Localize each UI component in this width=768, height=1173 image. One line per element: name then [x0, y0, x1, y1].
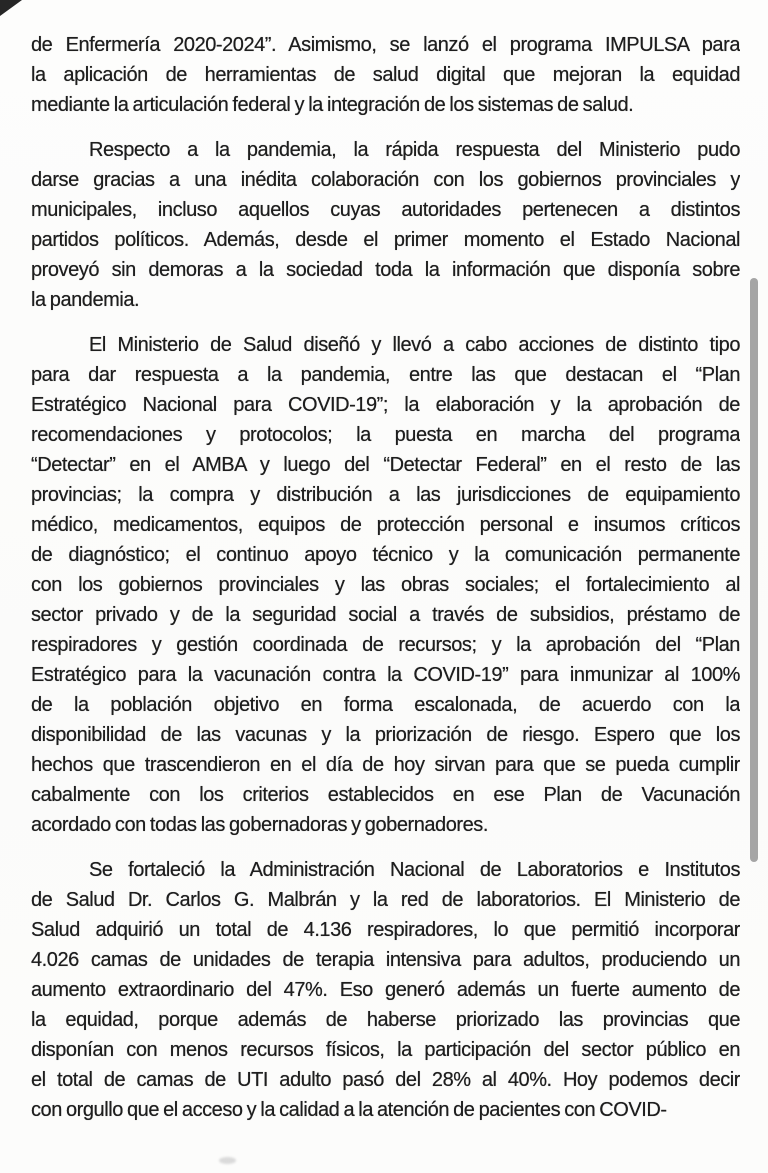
- text-line: partidos políticos. Además, desde el primer momento el Estado Nacional: [31, 229, 740, 251]
- text-line: Respecto a la pandemia, la rápida respuesta del Ministerio pudo: [89, 139, 740, 161]
- text-line: para dar respuesta a la pandemia, entre las que destacan el “Plan: [31, 364, 740, 386]
- text-line: 4.026 camas de unidades de terapia intensiva para adultos, produciendo un: [31, 949, 740, 971]
- paragraph: [31, 30, 740, 120]
- text-line: la equidad, porque además de haberse priorizado las provincias que: [31, 1009, 740, 1031]
- text-line: sector privado y de la seguridad social a través de subsidios, préstamo de: [31, 604, 740, 626]
- text-line: Estratégico Nacional para COVID-19”; la elaboración y la aprobación de: [31, 394, 740, 416]
- paragraph: [31, 135, 740, 315]
- text-line: “Detectar” en el AMBA y luego del “Detectar Federal” en el resto de las: [31, 454, 740, 476]
- text-line: aumento extraordinario del 47%. Eso generó además un fuerte aumento de: [31, 979, 740, 1001]
- text-line: acordado con todas las gobernadoras y gobernadores.: [31, 814, 488, 836]
- scan-corner-artifact: [0, 0, 22, 16]
- text-line: darse gracias a una inédita colaboración con los gobiernos provinciales y: [31, 169, 740, 191]
- text-line: cabalmente con los criterios establecidos en ese Plan de Vacunación: [31, 784, 740, 806]
- scrollbar-thumb[interactable]: [750, 278, 758, 862]
- text-line: hechos que trascendieron en el día de hoy sirvan para que se pueda cumplir: [31, 754, 740, 776]
- text-line: disponibilidad de las vacunas y la priorización de riesgo. Espero que los: [31, 724, 740, 746]
- paragraph: [31, 855, 740, 1125]
- text-line: Salud adquirió un total de 4.136 respiradores, lo que permitió incorporar: [31, 919, 740, 941]
- text-line: con los gobiernos provinciales y las obras sociales; el fortalecimiento al: [31, 574, 740, 596]
- text-line: el total de camas de UTI adulto pasó del 28% al 40%. Hoy podemos decir: [31, 1069, 740, 1091]
- text-line: disponían con menos recursos físicos, la participación del sector público en: [31, 1039, 740, 1061]
- text-line: de Salud Dr. Carlos G. Malbrán y la red de laboratorios. El Ministerio de: [31, 889, 740, 911]
- text-line: mediante la articulación federal y la integración de los sistemas de salud.: [31, 94, 634, 116]
- text-line: El Ministerio de Salud diseñó y llevó a cabo acciones de distinto tipo: [89, 334, 740, 356]
- paragraph: [31, 330, 740, 840]
- text-line: la pandemia.: [31, 289, 140, 311]
- text-line: Estratégico para la vacunación contra la COVID-19” para inmunizar al 100%: [31, 664, 740, 686]
- text-line: municipales, incluso aquellos cuyas autoridades pertenecen a distintos: [31, 199, 740, 221]
- scan-smudge-artifact: [219, 1157, 236, 1164]
- text-line: de la población objetivo en forma escalonada, de acuerdo con la: [31, 694, 740, 716]
- text-line: la aplicación de herramientas de salud digital que mejoran la equidad: [31, 64, 740, 86]
- text-line: recomendaciones y protocolos; la puesta en marcha del programa: [31, 424, 740, 446]
- text-line: médico, medicamentos, equipos de protección personal e insumos críticos: [31, 514, 740, 536]
- text-line: provincias; la compra y distribución a las jurisdicciones de equipamiento: [31, 484, 740, 506]
- document-text: [31, 30, 740, 1125]
- text-line: de Enfermería 2020-2024”. Asimismo, se lanzó el programa IMPULSA para: [31, 34, 740, 56]
- text-line: respiradores y gestión coordinada de recursos; y la aprobación del “Plan: [31, 634, 740, 656]
- text-line: Se fortaleció la Administración Nacional de Laboratorios e Institutos: [89, 859, 740, 881]
- text-line: con orgullo que el acceso y la calidad a la atención de pacientes con COVID-: [31, 1099, 667, 1121]
- text-line: de diagnóstico; el continuo apoyo técnico y la comunicación permanente: [31, 544, 740, 566]
- text-line: proveyó sin demoras a la sociedad toda la información que disponía sobre: [31, 259, 740, 281]
